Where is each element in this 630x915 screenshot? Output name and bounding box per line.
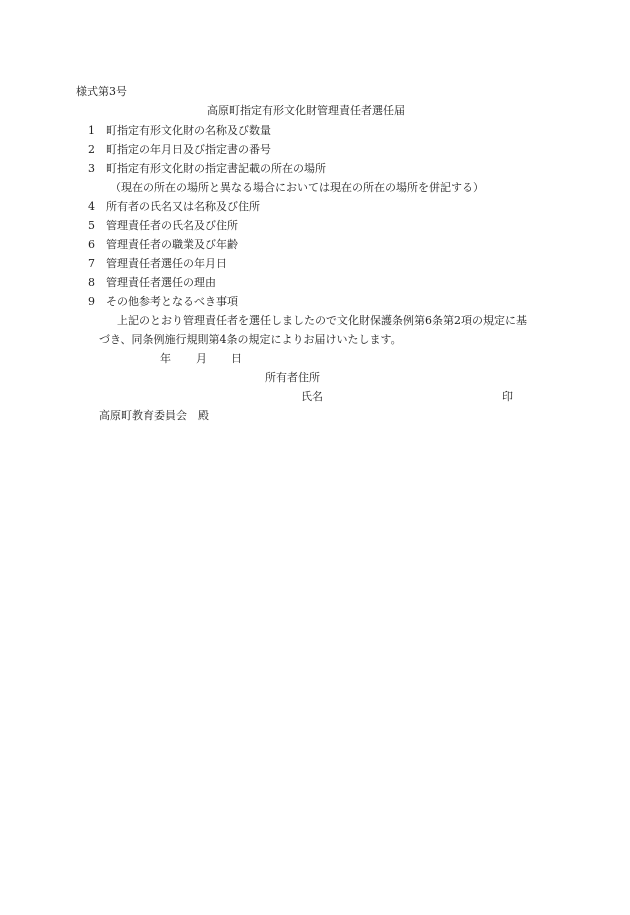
item-number: 5 bbox=[88, 219, 95, 232]
item-text: 管理責任者の職業及び年齢 bbox=[106, 238, 238, 251]
date-day-label: 日 bbox=[231, 352, 242, 365]
item-text: 町指定の年月日及び指定書の番号 bbox=[106, 143, 271, 156]
owner-name-label: 氏名 bbox=[301, 390, 323, 403]
seal-label: 印 bbox=[502, 390, 513, 403]
item-text: 管理責任者選任の年月日 bbox=[106, 257, 227, 270]
item-text: 管理責任者選任の理由 bbox=[106, 276, 216, 289]
item-number: 8 bbox=[88, 276, 95, 289]
date-year-label: 年 bbox=[160, 352, 171, 365]
body-paragraph-line2: づき、同条例施行規則第4条の規定によりお届けいたします。 bbox=[99, 333, 402, 346]
item-text: 町指定有形文化財の名称及び数量 bbox=[106, 124, 271, 137]
item-number: 4 bbox=[88, 200, 95, 213]
item-text: その他参考となるべき事項 bbox=[106, 295, 238, 308]
item-number: 1 bbox=[88, 124, 95, 137]
item-number: 6 bbox=[88, 238, 95, 251]
document-title: 高原町指定有形文化財管理責任者選任届 bbox=[207, 104, 405, 117]
form-number: 様式第3号 bbox=[76, 85, 127, 98]
addressee: 高原町教育委員会 殿 bbox=[99, 409, 209, 422]
item3-note: （現在の所在の場所と異なる場合においては現在の所在の場所を併記する） bbox=[110, 181, 484, 194]
item-number: 2 bbox=[88, 143, 95, 156]
date-month-label: 月 bbox=[196, 352, 207, 365]
body-paragraph-line1: 上記のとおり管理責任者を選任しましたので文化財保護条例第6条第2項の規定に基 bbox=[117, 314, 527, 327]
owner-address-label: 所有者住所 bbox=[265, 371, 320, 384]
item-number: 3 bbox=[88, 162, 95, 175]
item-text: 町指定有形文化財の指定書記載の所在の場所 bbox=[106, 162, 326, 175]
item-number: 9 bbox=[88, 295, 95, 308]
item-text: 管理責任者の氏名及び住所 bbox=[106, 219, 238, 232]
item-number: 7 bbox=[88, 257, 95, 270]
item-text: 所有者の氏名又は名称及び住所 bbox=[106, 200, 260, 213]
